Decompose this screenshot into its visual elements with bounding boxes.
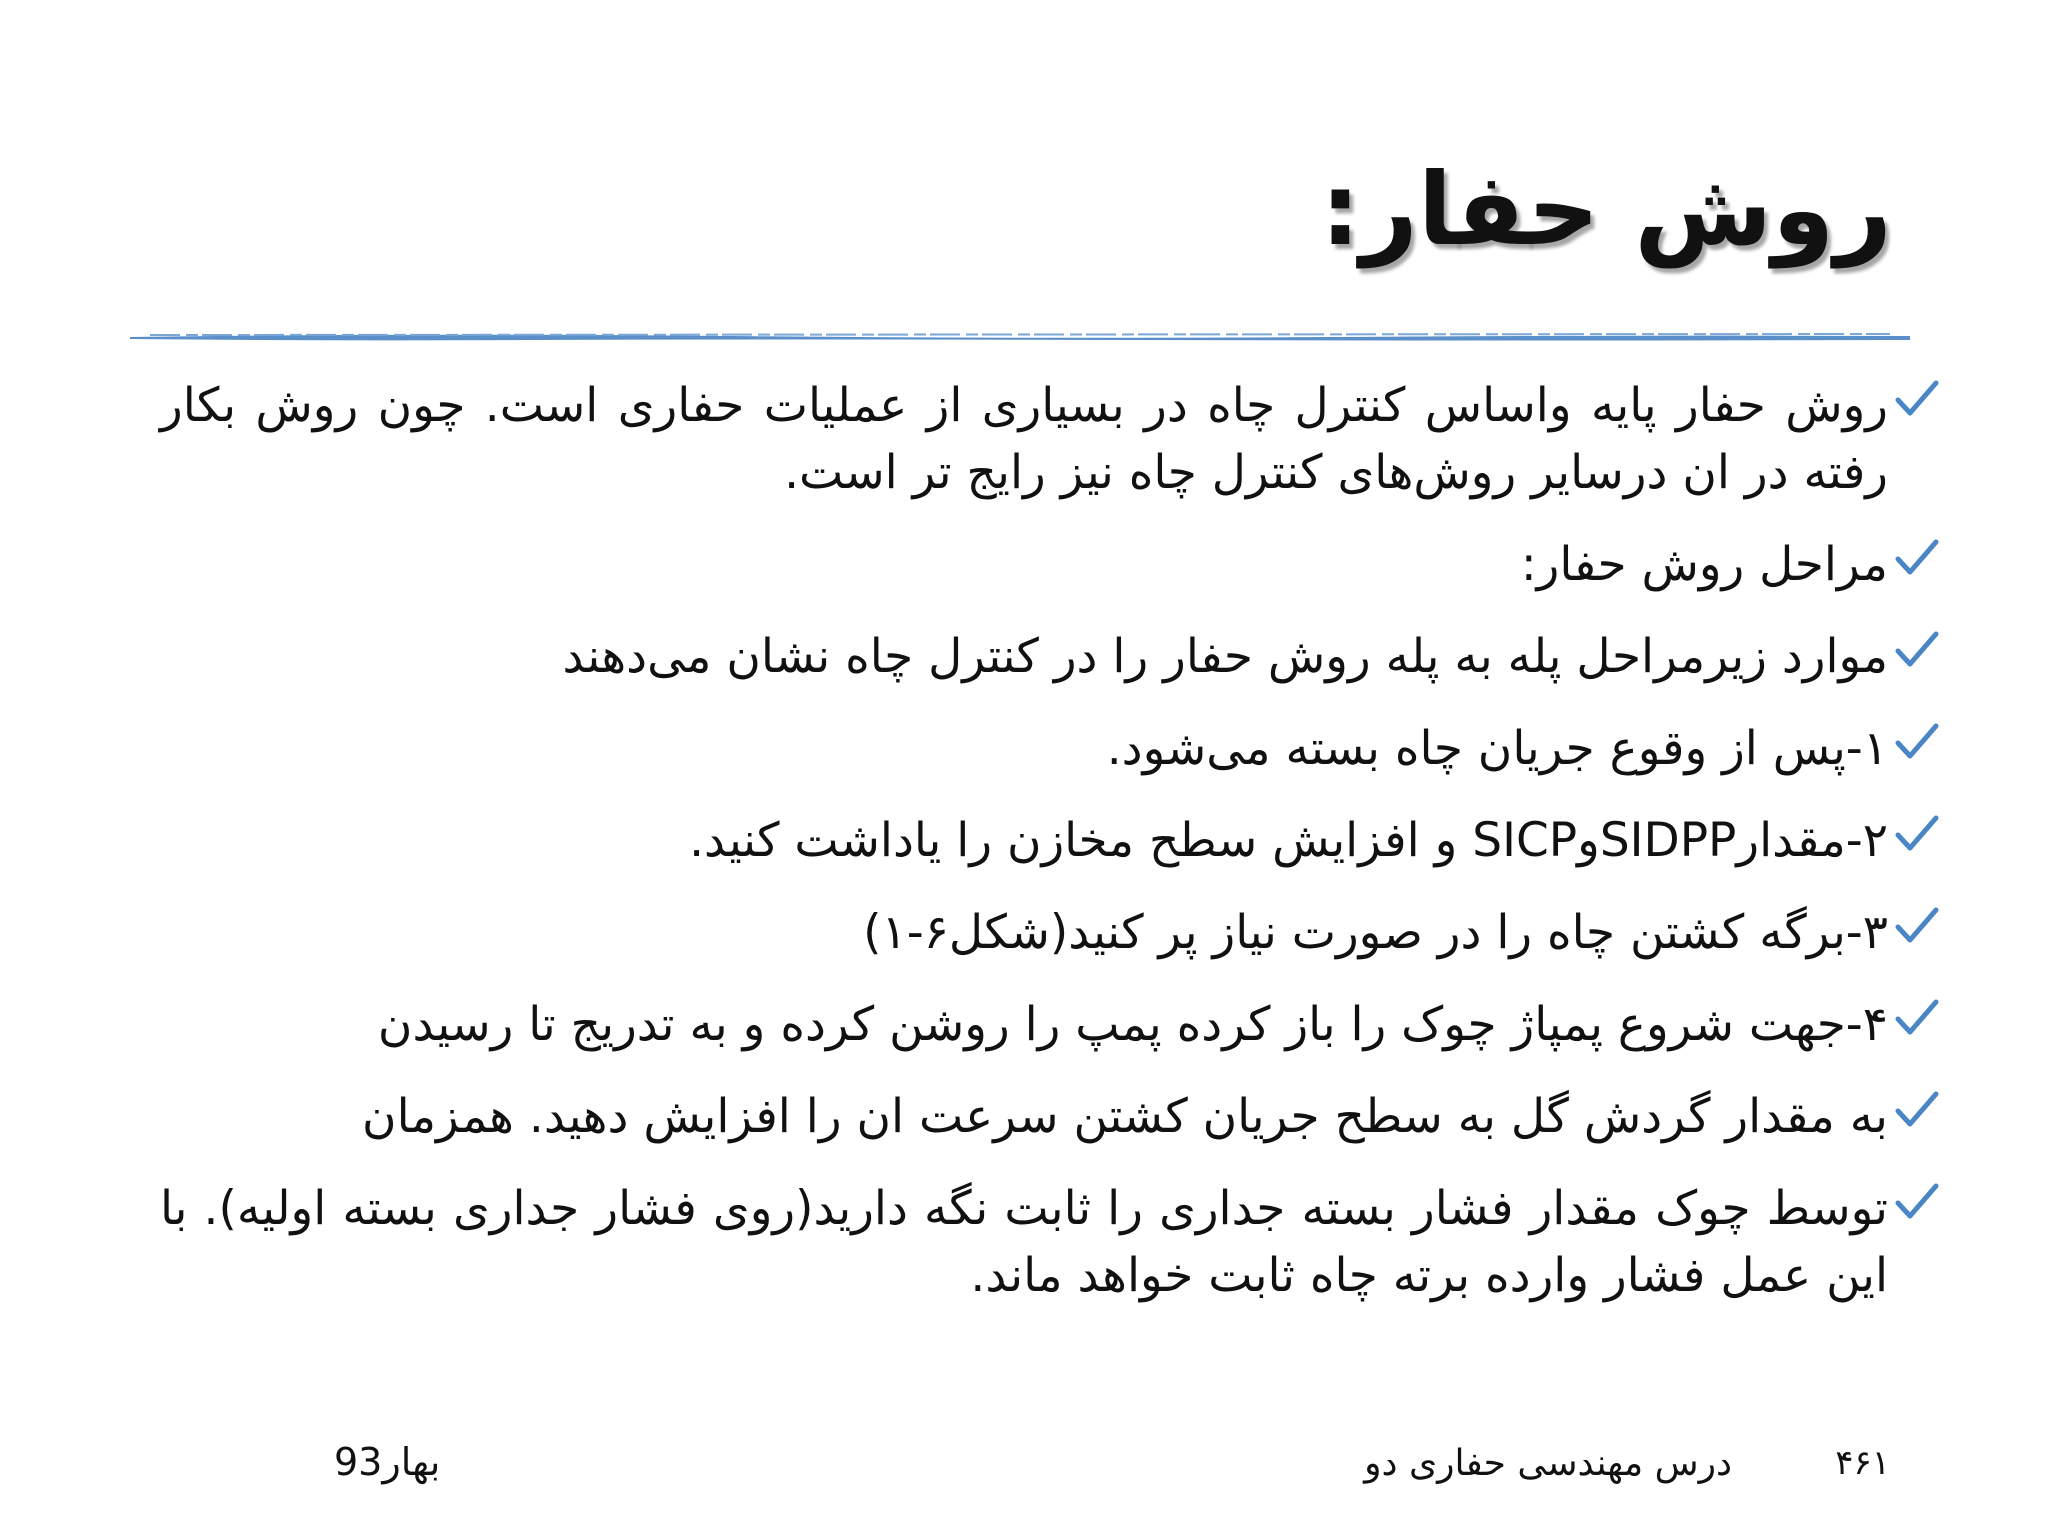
bullet-item — [160, 899, 1940, 966]
bullet-item — [160, 623, 1940, 690]
check-icon — [1894, 629, 1940, 671]
check-icon — [1894, 721, 1940, 763]
slide-title: روش حفار: — [1320, 151, 1892, 268]
bullet-item — [160, 1083, 1940, 1150]
page-number: ۴۶۱ — [1835, 1443, 1890, 1483]
bullet-text: به مقدار گردش گل به سطح جریان کشتن سرعت ان را افزایش دهید. همزمان — [362, 1089, 1888, 1144]
bullet-text: ۱-پس از وقوع جریان چاه بسته می‌شود. — [1106, 721, 1888, 776]
bullet-text: ۳-برگه کشتن چاه را در صورت نیاز پر کنید(شکل۶-۱) — [863, 905, 1888, 960]
bullet-item — [160, 372, 1940, 506]
bullet-item — [160, 1175, 1940, 1309]
check-icon — [1894, 378, 1940, 420]
check-icon — [1894, 1181, 1940, 1223]
title-underline — [130, 330, 1910, 344]
check-icon — [1894, 537, 1940, 579]
bullet-text: روش حفار پایه واساس کنترل چاه در بسیاری از عملیات حفاری است. چون روش بکار رفته در ان درسایر روش‌های کنترل چاه نیز رایج تر است. — [160, 378, 1888, 500]
bullet-list — [160, 372, 1940, 1334]
bullet-text: موارد زیرمراحل پله به پله روش حفار را در کنترل چاه نشان می‌دهند — [562, 629, 1888, 684]
check-icon — [1894, 905, 1940, 947]
bullet-item — [160, 807, 1940, 874]
check-icon — [1894, 813, 1940, 855]
check-icon — [1894, 1089, 1940, 1131]
course-name: درس مهندسی حفاری دو — [1364, 1443, 1732, 1484]
check-icon — [1894, 997, 1940, 1039]
bullet-text: مراحل روش حفار: — [1520, 537, 1888, 592]
bullet-item — [160, 531, 1940, 598]
bullet-item — [160, 991, 1940, 1058]
bullet-text: ۴-جهت شروع پمپاژ چوک را باز کرده پمپ را روشن کرده و به تدریج تا رسیدن — [377, 997, 1888, 1052]
bullet-text: ۲-مقدارSIDPPوSICP و افزایش سطح مخازن را یاداشت کنید. — [689, 813, 1888, 868]
bullet-text: توسط چوک مقدار فشار بسته جداری را ثابت نگه دارید(روی فشار جداری بسته اولیه). با این عمل فشار وارده برته چاه ثابت خواهد ماند. — [160, 1181, 1888, 1303]
bullet-item — [160, 715, 1940, 782]
term-label: بهار93 — [334, 1440, 441, 1484]
